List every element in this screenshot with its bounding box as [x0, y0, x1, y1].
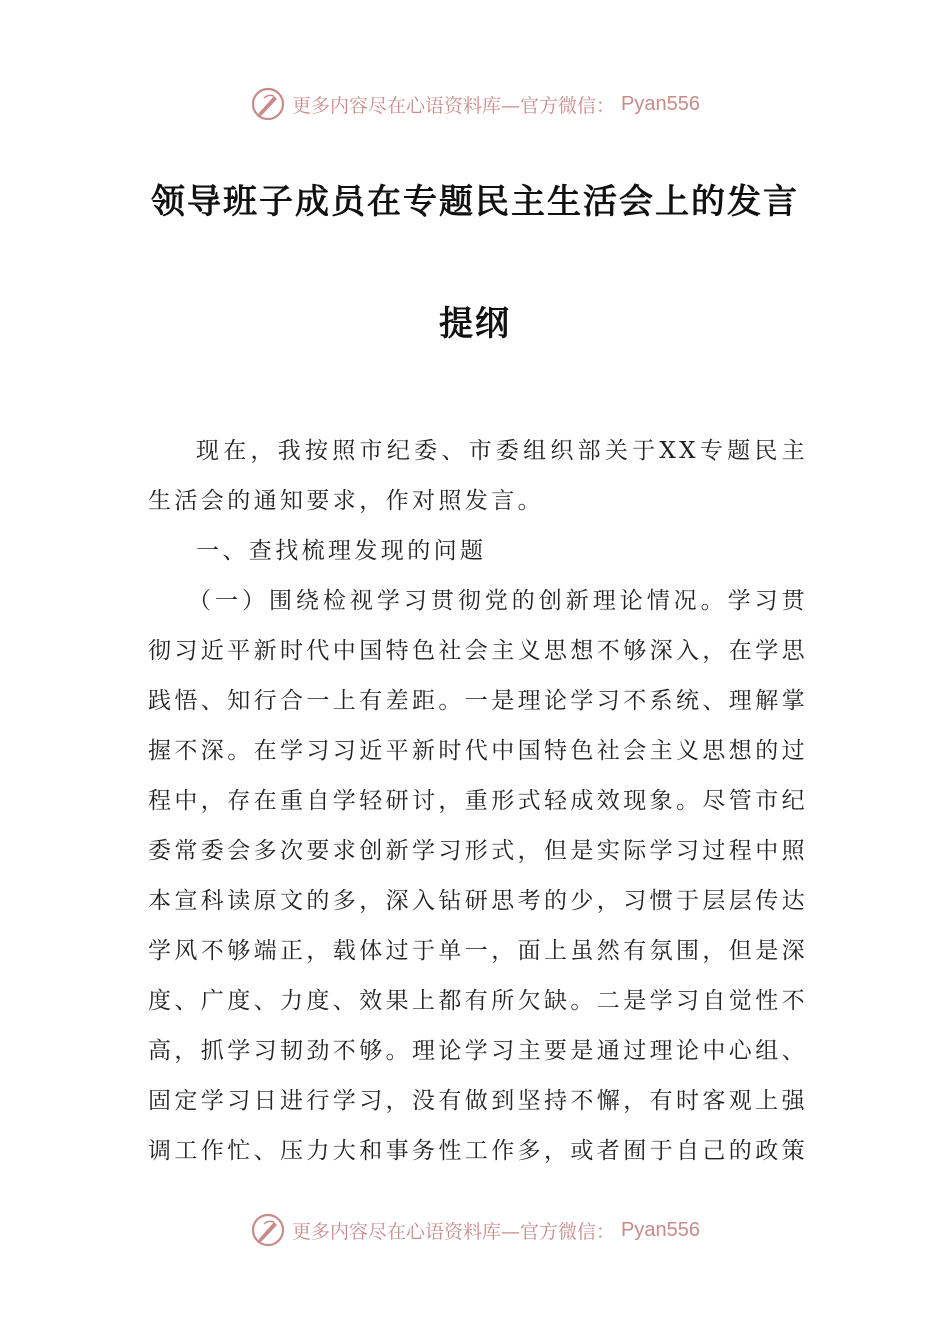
watermark-text: 更多内容尽在心语资料库—官方微信： [292, 1220, 616, 1243]
document-body [148, 426, 808, 1176]
watermark-text: 更多内容尽在心语资料库—官方微信： [292, 94, 616, 117]
document-title-line-2: 提纲 [439, 304, 511, 344]
pen-logo-icon [250, 86, 286, 122]
footer-watermark [0, 1210, 950, 1250]
paragraph-section-1: （一）围绕检视学习贯彻党的创新理论情况。学习贯彻习近平新时代中国特色社会主义思想不够深入，在学思践悟、知行合一上有差距。一是理论学习不系统、理解掌握不深。在学习习近平新时代中国特色社会主义思想的过程中，存在重自学轻研讨，重形式轻成效现象。尽管市纪委常委会多次要求创新学习形式，但是实际学习过程中照本宣科读原文的多，深入钻研思考的少，习惯于层层传达学风不够端正，载体过于单一，面上虽然有氛围，但是深度、广度、力度、效果上都有所欠缺。二是学习自觉性不高，抓学习韧劲不够。理论学习主要是通过理论中心组、固定学习日进行学习，没有做到坚持不懈，有时客观上强调工作忙、压力大和事务性工作多，或者囿于自己的政策 [148, 588, 808, 1164]
header-watermark [0, 84, 950, 124]
watermark-wechat-id: Pyan556 [621, 1218, 700, 1241]
document-title-line-1: 领导班子成员在专题民主生活会上的发言 [151, 182, 799, 222]
paragraph-intro: 现在，我按照市纪委、市委组织部关于XX专题民主生活会的通知要求，作对照发言。 [148, 438, 808, 514]
watermark-wechat-id: Pyan556 [621, 92, 700, 115]
pen-logo-icon [250, 1212, 286, 1248]
section-heading: 一、查找梳理发现的问题 [196, 538, 487, 564]
